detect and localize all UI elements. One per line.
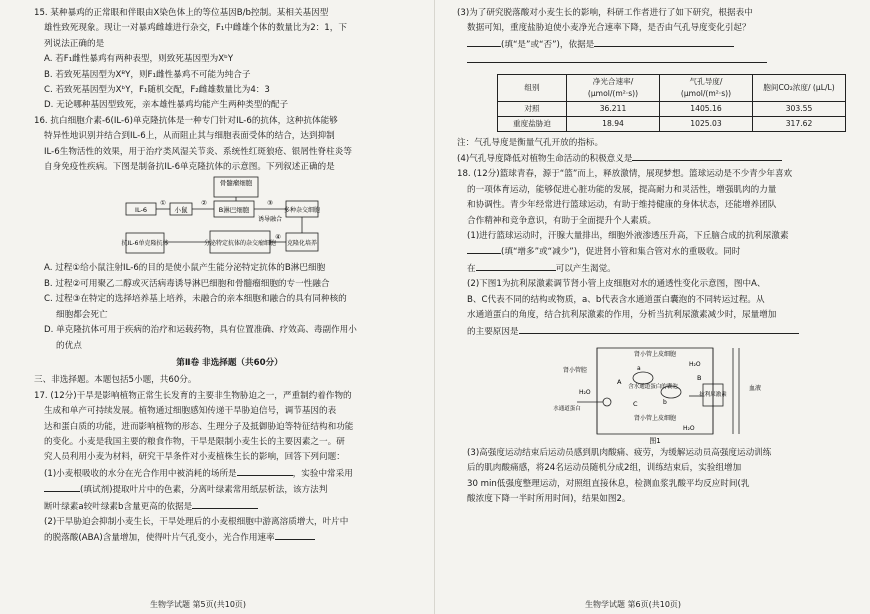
answer-blank[interactable] — [192, 499, 258, 509]
answer-blank[interactable] — [519, 324, 799, 334]
diagram-box-bcell: B淋巴细胞 — [218, 206, 250, 215]
table-row — [498, 116, 846, 131]
q16-option-c-cont: 细胞都会死亡 — [56, 309, 108, 320]
q17-part3-cont: 数据可知，重度盐胁迫使小麦净光合速率下降，是否由气孔导度变化引起？ — [467, 23, 751, 34]
fig-water1: H₂O — [689, 360, 701, 368]
question-15 — [34, 6, 425, 114]
q18-line: 18. (12分)篮球青春，源于“篮”而上，释放激情，展现梦想。篮球运动是不少青少年喜欢 — [457, 169, 793, 180]
q17-line: 达和蛋白质的功能，进而影响植物的形态、生理分子及抵御胁迫等特征结构和功能 — [44, 421, 354, 432]
fig-lumen-label: 肾小管腔 — [562, 366, 588, 374]
q18-line: 的一项体育运动，能够促进心脏功能的发展，提高耐力和灵活性，增强肌肉的力量 — [467, 184, 777, 195]
q17-part1-cont — [34, 482, 425, 498]
q15-line: 15. 某种暴鸡的正常眼和伴眼由X染色体上的等位基因B/b控制。某相关基因型 — [34, 8, 329, 18]
q18-3-line: 酸浓度下降一半时所用时间)，结果如图2。 — [467, 494, 631, 505]
table-header: 气孔导度/ (μmol/(m²·s)) — [660, 74, 753, 101]
fig-label-a-struct: A — [617, 377, 622, 386]
q16-line: 16. 抗白细胞介素-6(IL-6)单克隆抗体是一种专门针对IL-6的抗体，这种抗体能够 — [34, 115, 338, 126]
diagram-box-myeloma: 骨髓瘤细胞 — [219, 179, 253, 188]
stomata-table — [497, 74, 846, 132]
fig-label-b-struct: B — [697, 373, 702, 382]
q15-option-d: D. 无论哪种基因型致死，亲本雄性暴鸡均能产生两种类型的配子 — [44, 100, 289, 111]
q18-1-text: 可以产生渴觉。 — [555, 263, 616, 274]
q15-option-b: B. 若致死基因型为XᴮY，则F₁雌性暴鸡不可能为纯合子 — [44, 69, 251, 80]
q18-3-line: (3)高强度运动结束后运动员感到肌肉酸痛、疲劳，为缓解运动员高强度运动训练 — [467, 447, 772, 458]
diagram-box-antibody: 抗IL-6单克隆抗体 — [121, 240, 169, 248]
fig-vesicle-label: 含水通道蛋白的囊泡 — [628, 383, 678, 390]
fig-label-a-process: a — [637, 364, 641, 372]
answer-blank[interactable] — [467, 37, 501, 47]
fig-top-label: 肾小管上皮细胞 — [633, 350, 677, 358]
table-header: 组别 — [498, 74, 567, 101]
q15-line: 雄性致死现象。现让一对暴鸡雌雄进行杂交，F₁中雌雄个体的数量比为2：1，下 — [44, 23, 347, 34]
q16-option-c: C. 过程③在特定的选择培养基上培养，未融合的亲本细胞和融合的具有同种核的 — [44, 294, 347, 305]
q17-3-text: (填“是”或“否”)，依据是 — [501, 39, 595, 50]
q17-part2: (2)干旱胁迫会抑制小麦生长，干旱处理后的小麦根细胞中游离溶质增大，叶片中 — [44, 516, 349, 527]
antibody-diagram — [34, 175, 424, 261]
table-cell: 36.211 — [567, 101, 660, 116]
q17-part1 — [34, 466, 425, 482]
diagram-box-il6: IL-6 — [135, 206, 147, 215]
q16-option-a: A. 过程①给小鼠注射IL-6的目的是使小鼠产生能分泌特定抗体的B淋巴细胞 — [44, 263, 326, 274]
fig-label-b-process: b — [663, 398, 667, 406]
fig-water2: H₂O — [579, 388, 591, 396]
fig-water3: H₂O — [683, 424, 695, 432]
q17-part1-cont — [34, 499, 425, 515]
q17-part4 — [457, 151, 862, 167]
fig-bottom-label: 肾小管上皮细胞 — [633, 414, 677, 422]
q17-part2-cont — [34, 530, 425, 546]
q17-line: 的变化。小麦是我国主要的粮食作物，干旱是限制小麦生长的主要因素之一。研 — [44, 436, 345, 447]
q16-option-d: D. 单克隆抗体可用于疾病的治疗和运载药物，具有位置准确、疗效高、毒副作用小 — [44, 325, 357, 336]
fig-receptor-label: 抗利尿激素 — [699, 391, 727, 398]
q17-line: 生成和单产可持续发展。植物通过细胞感知传递干旱胁迫信号，调节基因的表 — [44, 406, 337, 417]
question-17 — [34, 389, 425, 547]
question-18 — [457, 167, 862, 339]
q16-line: IL-6生物活性的效果，用于治疗类风湿关节炎、系统性红斑狼疮、银屑性脊柱炎等 — [44, 146, 352, 157]
q18-1-text: (填“增多”或“减少”)，促进肾小管和集合管对水的重吸收。同时 — [501, 247, 741, 258]
table-header-row — [498, 74, 846, 101]
table-row — [498, 101, 846, 116]
q18-1-text: 在 — [467, 263, 476, 274]
answer-blank[interactable] — [632, 151, 782, 161]
q18-part1-cont — [457, 261, 862, 277]
section-2-title: 第Ⅱ卷 非选择题（共60分） — [176, 357, 283, 368]
q18-3-line: 后的肌肉酸痛感，将24名运动员随机分成2组，训练结束后，实验组增加 — [467, 463, 742, 474]
table-cell: 1405.16 — [660, 101, 753, 116]
section-3-title: 三、非选择题。本题包括5小题，共60分。 — [34, 375, 197, 386]
q17-1-text: (1)小麦根吸收的水分在光合作用中被消耗的场所是 — [44, 468, 237, 479]
answer-blank[interactable] — [467, 53, 767, 63]
table-cell: 对照 — [498, 101, 567, 116]
answer-blank[interactable] — [237, 466, 293, 476]
q17-part3: (3)为了研究脱落酸对小麦生长的影响，科研工作者进行了如下研究，根据表中 — [457, 8, 753, 18]
answer-blank[interactable] — [275, 530, 315, 540]
page-footer: 生物学试题 第6页(共10页) — [585, 599, 682, 609]
table-cell: 303.55 — [753, 101, 846, 116]
fig-blood-label: 血液 — [749, 384, 762, 392]
answer-blank[interactable] — [476, 261, 556, 271]
q17-part3-blank-line — [457, 53, 862, 69]
diagram-box-cloning: 克隆化培养 — [286, 240, 318, 248]
q18-part2-cont: B、C代表不同的结构或物质，a、b代表含水通道蛋白囊泡的不同转运过程。从 — [467, 294, 765, 305]
q16-option-d-cont: 的优点 — [56, 340, 82, 351]
fig-label-c-struct: C — [633, 399, 638, 408]
q18-line: 合作精神和竞争意识，有助于全面提升个人素质。 — [467, 215, 657, 226]
table-cell: 1025.03 — [660, 116, 753, 131]
diagram-box-hybridoma: 分泌特定抗体的杂交瘤细胞 — [203, 240, 277, 248]
diagram-step2: ② — [201, 199, 207, 208]
table-cell: 18.94 — [567, 116, 660, 131]
fig-channel-label: 水通道蛋白 — [553, 405, 581, 412]
fig-caption: 图1 — [649, 436, 661, 445]
q18-part1: (1)进行篮球运动时，汗腺大量排出，细胞外液渗透压升高，下丘脑合成的抗利尿激素 — [467, 231, 789, 242]
q18-part3 — [457, 446, 862, 508]
q17-part3-cont — [457, 37, 862, 53]
q17-line: 17. (12分)干旱是影响植物正常生长发育的主要非生物胁迫之一，严重制约着作物的 — [34, 390, 352, 401]
kidney-figure — [457, 344, 857, 446]
q17-4-text: (4)气孔导度降低对植物生命活动的积极意义是 — [457, 154, 633, 165]
table-header: 胞间CO₂浓度/ (μL/L) — [753, 74, 846, 101]
q18-2-text: 的主要原因是 — [467, 326, 519, 337]
q16-line: 自身免疫性疾病。下图是制备抗IL-6单克隆抗体的示意图。下列叙述正确的是 — [44, 162, 335, 173]
diagram-box-hybrids: 多种杂交细胞 — [283, 207, 321, 215]
q17-1-text: 断叶绿素a较叶绿素b含量更高的依据是 — [44, 501, 193, 512]
answer-blank[interactable] — [44, 482, 80, 492]
page-footer: 生物学试题 第5页(共10页) — [150, 599, 247, 609]
q18-part2: (2)下图1为抗利尿激素调节肾小管上皮细胞对水的通透性变化示意图，图中A、 — [467, 279, 766, 290]
diagram-box-mouse: 小鼠 — [174, 206, 188, 215]
q17-line: 究人员利用小麦为材料，研究干旱条件对小麦植株生长的影响，回答下列问题： — [44, 452, 345, 463]
answer-blank[interactable] — [594, 37, 734, 47]
question-16 — [34, 114, 425, 176]
diagram-step4: ④ — [275, 233, 281, 242]
q18-part1-cont — [457, 244, 862, 260]
q18-part2-cont — [457, 324, 862, 340]
q17-1-text: (填试剂)提取叶片中的色素，分离叶绿素常用纸层析法，该方法判 — [80, 485, 328, 496]
table-header: 净光合速率/ (μmol/(m²·s)) — [567, 74, 660, 101]
q18-line: 和协调性。青少年经常进行篮球运动，有助于维持健康的身体状态，还能增养团队 — [467, 200, 777, 211]
table-note: 注：气孔导度是衡量气孔开放的指标。 — [457, 137, 604, 148]
q18-3-line: 30 min低强度整理运动，对照组直接休息，检测血浆乳酸平均反应时间(乳 — [467, 478, 750, 489]
q18-part2-cont: 水通道蛋白的角度，结合抗利尿激素的作用，分析当抗利尿激素减少时，尿量增加 — [467, 310, 777, 321]
right-page — [435, 0, 870, 614]
q16-options — [34, 261, 425, 353]
q15-option-c: C. 若致死基因型为XᵇY，F₁随机交配，F₂雌雄数量比为4：3 — [44, 85, 270, 96]
q15-option-a: A. 若F₁雌性暴鸡有两种表型，则致死基因型为XᵇY — [44, 54, 234, 65]
answer-blank[interactable] — [467, 244, 501, 254]
q15-line: 列说法正确的是 — [44, 38, 105, 49]
diagram-arrow-step3: ③ — [267, 199, 273, 208]
q16-option-b: B. 过程②可用聚乙二醇或灭活病毒诱导淋巴细胞和骨髓瘤细胞的专一性融合 — [44, 278, 330, 289]
diagram-arrow-label: 诱导融合 — [257, 216, 283, 224]
q17-2-text: 的脱落酸(ABA)含量增加，使得叶片气孔变小，光合作用速率 — [44, 533, 275, 544]
diagram-step1: ① — [160, 199, 166, 208]
table-cell: 重度盐胁迫 — [498, 116, 567, 131]
q17-1-text: ，实验中常采用 — [292, 468, 353, 479]
q16-line: 特异性地识别并结合到IL-6上，从而阻止其与细胞表面受体的结合，达到抑制 — [44, 131, 335, 142]
table-cell: 317.62 — [753, 116, 846, 131]
